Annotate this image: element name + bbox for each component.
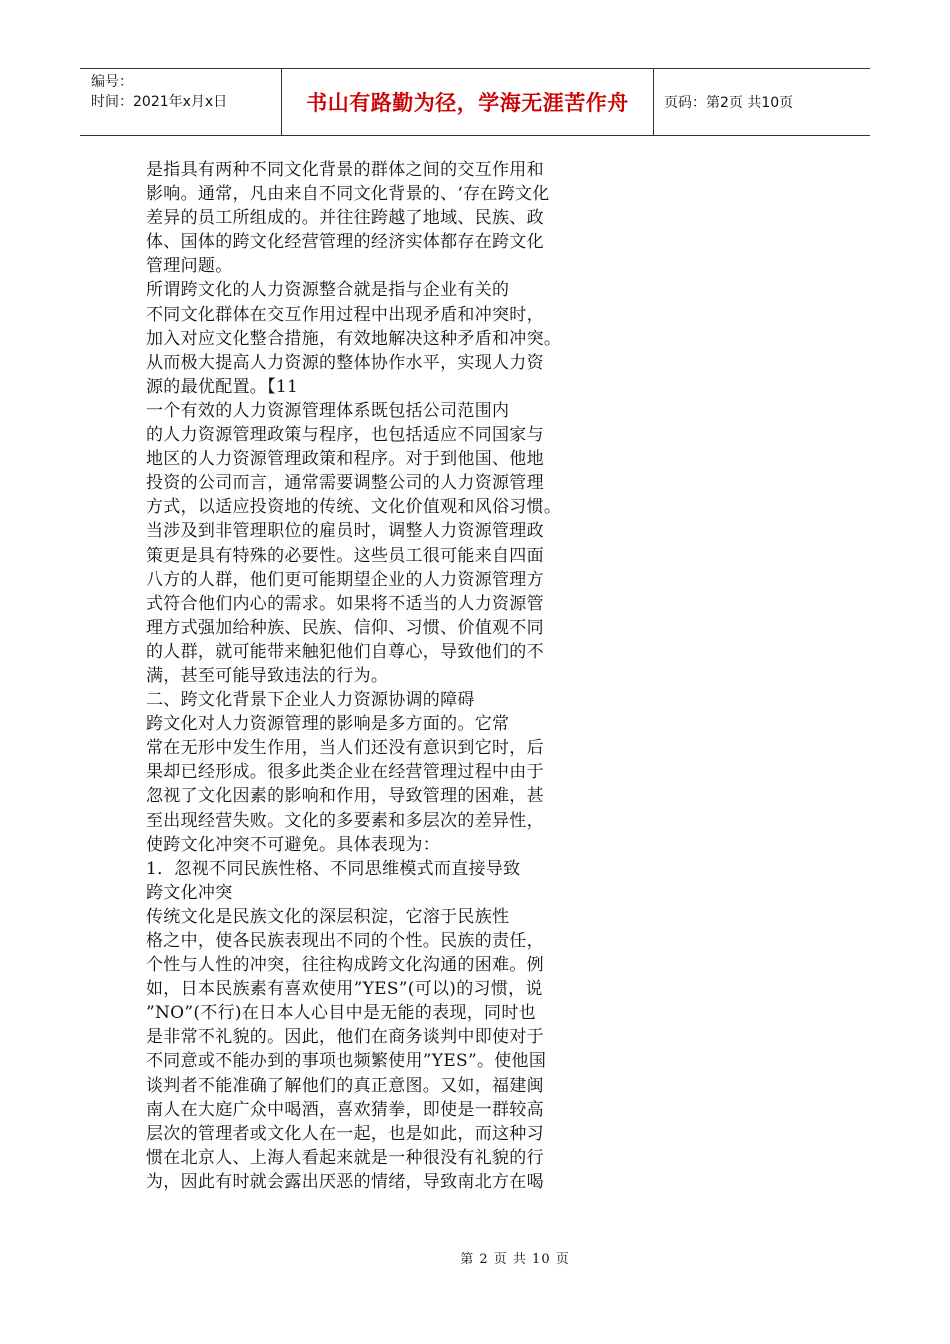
number-label: 编号： [91, 74, 133, 90]
body-line: 层次的管理者或文化人在一起，也是如此，而这种习 [146, 1123, 544, 1144]
body-line: 传统文化是民族文化的深层积淀，它溶于民族性 [146, 906, 510, 927]
body-line: 从而极大提高人力资源的整体协作水平，实现人力资 [146, 352, 544, 373]
body-line: 是非常不礼貌的。因此，他们在商务谈判中即使对于 [146, 1027, 544, 1048]
body-line: 至出现经营失败。文化的多要素和多层次的差异性， [146, 810, 544, 831]
body-line: 格之中，使各民族表现出不同的个性。民族的责任， [146, 931, 544, 951]
body-line: 八方的人群，他们更可能期望企业的人力资源管理方 [146, 569, 544, 590]
body-line: 所谓跨文化的人力资源整合就是指与企业有关的 [146, 280, 510, 301]
body-text [146, 158, 616, 1194]
body-line: 不同意或不能办到的事项也频繁使用”YES”。使他国 [146, 1051, 547, 1072]
body-line: 谈判者不能准确了解他们的真正意图。又如，福建闽 [146, 1075, 544, 1096]
body-line: 如，日本民族素有喜欢使用”YES”(可以)的习惯，说 [146, 979, 543, 1000]
body-line: 体、国体的跨文化经营管理的经济实体都存在跨文化 [146, 232, 544, 253]
body-line: 策更是具有特殊的必要性。这些员工很可能来自四面 [146, 545, 544, 566]
body-line: 当涉及到非管理职位的雇员时，调整人力资源管理政 [146, 521, 544, 542]
body-line: 源的最优配置。【11 [146, 376, 299, 397]
time-label: 时间：2021年x月x日 [91, 94, 228, 110]
body-line: 的人群，就可能带来触犯他们自尊心，导致他们的不 [146, 641, 544, 662]
page-header [80, 68, 870, 136]
body-line: 方式，以适应投资地的传统、文化价值观和风俗习惯。 [146, 497, 562, 518]
body-line: 二、跨文化背景下企业人力资源协调的障碍 [146, 690, 475, 711]
body-line: 跨文化冲突 [146, 882, 233, 903]
body-line: 理方式强加给种族、民族、信仰、习惯、价值观不同 [146, 617, 544, 638]
body-line: 式符合他们内心的需求。如果将不适当的人力资源管 [146, 593, 544, 614]
body-line: 加入对应文化整合措施，有效地解决这种矛盾和冲突。 [146, 328, 562, 349]
body-line: 使跨文化冲突不可避免。具体表现为： [146, 834, 441, 855]
body-line: 影响。通常，凡由来自不同文化背景的、‘存在跨文化 [146, 184, 550, 205]
body-line: 南人在大庭广众中喝酒，喜欢猜拳，即使是一群较高 [146, 1099, 544, 1120]
body-line: 一个有效的人力资源管理体系既包括公司范围内 [146, 400, 510, 421]
body-line: 个性与人性的冲突，往往构成跨文化沟通的困难。例 [146, 955, 544, 976]
body-line: 管理问题。 [146, 256, 233, 277]
body-line: 果却已经形成。很多此类企业在经营管理过程中由于 [146, 762, 544, 783]
body-line: ”NO”(不行)在日本人心目中是无能的表现，同时也 [146, 1003, 536, 1024]
page-footer: 第 2 页 共 10 页 [460, 1252, 570, 1267]
body-line: 跨文化对人力资源管理的影响是多方面的。它常 [146, 714, 510, 735]
header-motto: 书山有路勤为径，学海无涯苦作舟 [282, 69, 654, 135]
body-line: 忽视了文化因素的影响和作用，导致管理的困难，甚 [146, 786, 544, 807]
body-line: 投资的公司而言，通常需要调整公司的人力资源管理 [146, 473, 544, 494]
body-line: 为，因此有时就会露出厌恶的情绪，导致南北方在喝 [146, 1171, 544, 1192]
header-page-info: 页码：第2页 共10页 [664, 95, 794, 111]
body-line: 惯在北京人、上海人看起来就是一种很没有礼貌的行 [146, 1147, 544, 1168]
body-line: 地区的人力资源管理政策和程序。对于到他国、他地 [146, 449, 544, 470]
body-line: 的人力资源管理政策与程序，也包括适应不同国家与 [146, 425, 544, 446]
body-line: 是指具有两种不同文化背景的群体之间的交互作用和 [146, 160, 544, 180]
body-line: 差异的员工所组成的。并往往跨越了地域、民族、政 [146, 208, 544, 229]
body-line: 常在无形中发生作用，当人们还没有意识到它时，后 [146, 738, 544, 759]
body-line: 1．忽视不同民族性格、不同思维模式而直接导致 [146, 858, 521, 879]
header-meta [80, 69, 282, 135]
body-line: 满，甚至可能导致违法的行为。 [146, 665, 389, 686]
body-line: 不同文化群体在交互作用过程中出现矛盾和冲突时， [146, 304, 544, 325]
